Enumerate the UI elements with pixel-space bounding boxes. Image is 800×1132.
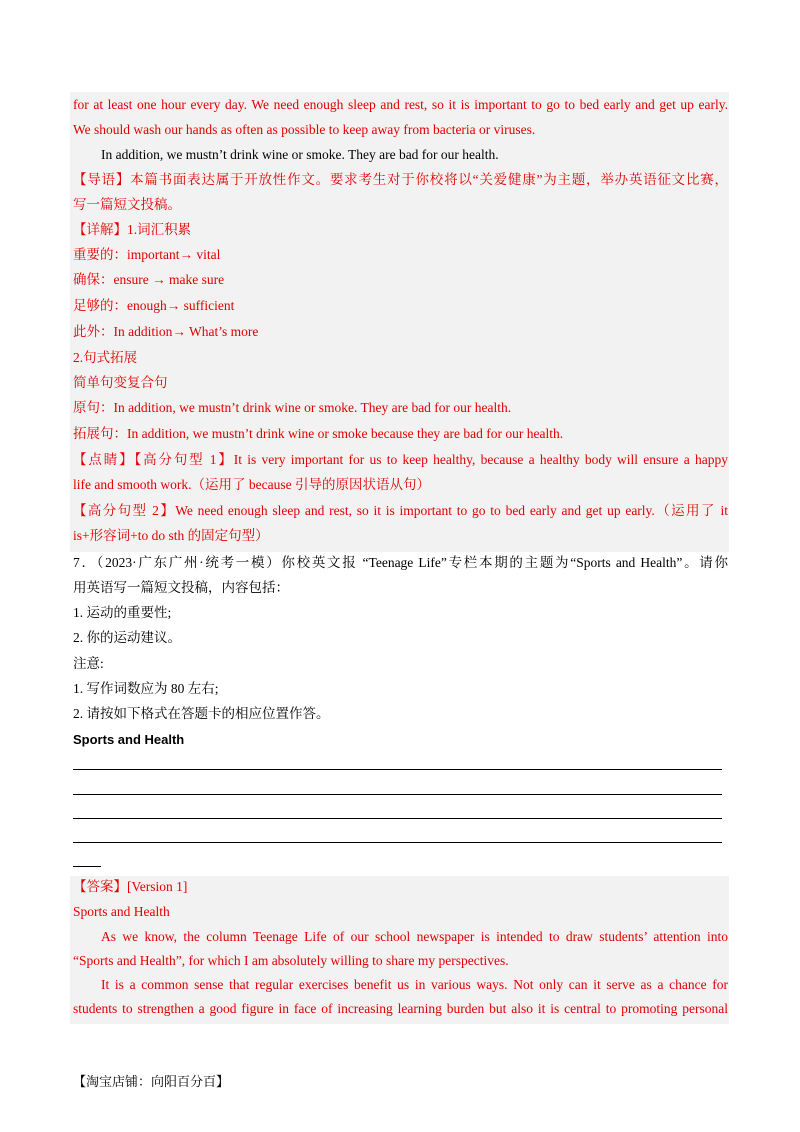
vocab-item: 此外：In addition→ What’s more [73, 324, 259, 339]
question-item: 1. 运动的重要性; [73, 605, 172, 620]
vocab-item: 确保：ensure → make sure [73, 272, 225, 287]
answer-line [73, 818, 722, 819]
essay-line: In addition, we mustn’t drink wine or smoke. They are bad for our health. [101, 147, 499, 162]
answer-title: Sports and Health [73, 904, 170, 919]
question-item: 2. 你的运动建议。 [73, 630, 181, 645]
essay-line: We should wash our hands as often as possible to keep away from bacteria or viruses. [73, 122, 536, 137]
vocab-item: 重要的：important→ vital [73, 247, 221, 262]
highlight-sentence: 【点睛】【高分句型 1】It is very important for us to keep healthy, because a healthy body will ensure a happy [73, 452, 728, 467]
answer-paragraph: students to strengthen a good figure in face of increasing learning burden but also it is central to promoting personal [73, 1001, 728, 1016]
note-heading: 注意: [73, 656, 104, 671]
answer-line [73, 842, 722, 843]
highlight-sentence: 【高分句型 2】We need enough sleep and rest, so it is important to go to bed early and get up early.（运用了 it [73, 503, 728, 518]
section-heading: 2.句式拓展 [73, 350, 138, 365]
guide-text: 【导语】本篇书面表达属于开放性作文。要求考生对于你校将以“关爱健康”为主题，举办英语征文比赛， [73, 172, 728, 187]
answer-line [73, 866, 101, 867]
page-footer: 【淘宝店铺：向阳百分百】 [73, 1074, 230, 1089]
note-item: 2. 请按如下格式在答题卡的相应位置作答。 [73, 706, 330, 721]
essay-line: for at least one hour every day. We need enough sleep and rest, so it is important to go to bed early and get up early. [73, 97, 728, 112]
note-item: 1. 写作词数应为 80 左右; [73, 681, 219, 696]
answer-paragraph: As we know, the column Teenage Life of our school newspaper is intended to draw students’ attention into [101, 929, 728, 944]
question-text: 7．（2023·广东广州·统考一模）你校英文报 “Teenage Life”专栏本期的主题为“Sports and Health”。请你 [73, 555, 728, 570]
answer-paragraph: “Sports and Health”, for which I am absolutely willing to share my perspectives. [73, 953, 509, 968]
guide-text: 写一篇短文投稿。 [73, 197, 181, 212]
original-sentence: 原句：In addition, we mustn’t drink wine or smoke. They are bad for our health. [73, 400, 512, 415]
answer-paragraph: It is a common sense that regular exercises benefit us in various ways. Not only can it serve as a chance for [101, 977, 728, 992]
section-subheading: 简单句变复合句 [73, 375, 168, 390]
vocab-item: 足够的：enough→ sufficient [73, 298, 235, 313]
answer-line [73, 794, 722, 795]
detail-heading: 【详解】1.词汇积累 [73, 222, 192, 237]
answer-heading: 【答案】[Version 1] [73, 879, 188, 894]
highlight-sentence: life and smooth work.（运用了 because 引导的原因状语从句） [73, 477, 430, 492]
expanded-sentence: 拓展句：In addition, we mustn’t drink wine or smoke because they are bad for our health. [73, 426, 564, 441]
question-text: 用英语写一篇短文投稿，内容包括： [73, 580, 289, 595]
highlight-sentence: is+形容词+to do sth 的固定句型） [73, 528, 269, 543]
essay-title: Sports and Health [73, 732, 185, 747]
answer-line [73, 769, 722, 770]
